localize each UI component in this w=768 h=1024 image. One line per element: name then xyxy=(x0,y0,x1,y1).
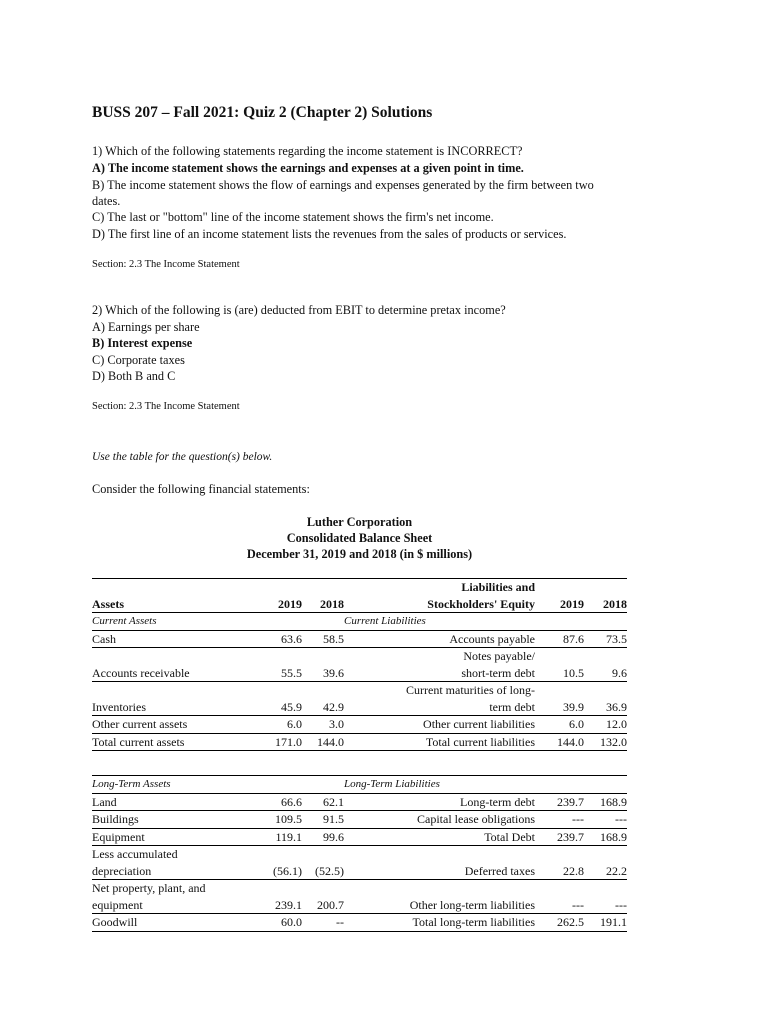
row-label: Equipment xyxy=(92,828,262,846)
cell-value: --- xyxy=(535,811,584,829)
cell-value: 55.5 xyxy=(262,665,302,682)
current-assets-label: Current Assets xyxy=(92,613,262,631)
row-label: Inventories xyxy=(92,699,262,716)
question-1-text: 1) Which of the following statements regarding the income statement is INCORRECT? xyxy=(92,144,523,158)
row-label: depreciation xyxy=(92,863,262,880)
cell-value: 191.1 xyxy=(584,914,627,932)
question-1-option-c: C) The last or "bottom" line of the income statement shows the firm's net income. xyxy=(92,210,494,224)
cell-value: 168.9 xyxy=(584,828,627,846)
cell-value: 73.5 xyxy=(584,630,627,648)
table-title-company: Luther Corporation xyxy=(306,515,413,529)
row-label: Long-term debt xyxy=(344,793,535,811)
cell-value: 144.0 xyxy=(302,733,344,751)
header-2019: 2019 xyxy=(262,596,302,613)
cell-value: 132.0 xyxy=(584,733,627,751)
page-title: BUSS 207 – Fall 2021: Quiz 2 (Chapter 2) Solutions xyxy=(92,104,433,121)
table-row xyxy=(92,630,627,648)
cell-value: 6.0 xyxy=(262,716,302,734)
consider-text: Consider the following financial statements: xyxy=(92,482,310,496)
cell-value: 262.5 xyxy=(535,914,584,932)
row-label: Buildings xyxy=(92,811,262,829)
header-2018: 2018 xyxy=(584,596,627,613)
table-header-row xyxy=(92,579,627,596)
cell-value: 200.7 xyxy=(302,897,344,914)
question-2-section: Section: 2.3 The Income Statement xyxy=(92,401,240,412)
cell-value: 60.0 xyxy=(262,914,302,932)
cell-value: 39.6 xyxy=(302,665,344,682)
question-2-option-a: A) Earnings per share xyxy=(92,320,200,334)
cell-value: 87.6 xyxy=(535,630,584,648)
cell-value: 39.9 xyxy=(535,699,584,716)
table-spacer xyxy=(92,751,627,776)
row-label: Total long-term liabilities xyxy=(344,914,535,932)
question-1-option-b: B) The income statement shows the flow of earnings and expenses generated by the firm between two xyxy=(92,178,594,192)
cell-value: 42.9 xyxy=(302,699,344,716)
row-label: Accounts receivable xyxy=(92,665,262,682)
cell-value: (52.5) xyxy=(302,863,344,880)
header-assets: Assets xyxy=(92,596,262,613)
cell-value: 171.0 xyxy=(262,733,302,751)
row-label: Accounts payable xyxy=(344,630,535,648)
row-label: Other current assets xyxy=(92,716,262,734)
cell-value: 45.9 xyxy=(262,699,302,716)
cell-value: 22.2 xyxy=(584,863,627,880)
table-total-row xyxy=(92,733,627,751)
cell-value: --- xyxy=(584,811,627,829)
table-row xyxy=(92,863,627,880)
row-label: equipment xyxy=(92,897,262,914)
table-title-statement: Consolidated Balance Sheet xyxy=(286,531,433,545)
row-label: Total current liabilities xyxy=(344,733,535,751)
cell-value: 168.9 xyxy=(584,793,627,811)
table-row xyxy=(92,699,627,716)
cell-value: 10.5 xyxy=(535,665,584,682)
table-row xyxy=(92,897,627,914)
table-title-date: December 31, 2019 and 2018 (in $ millions) xyxy=(246,547,473,561)
cell-value: 119.1 xyxy=(262,828,302,846)
cell-value: 239.1 xyxy=(262,897,302,914)
table-row xyxy=(92,716,627,734)
long-term-liabilities-label: Long-Term Liabilities xyxy=(344,776,535,794)
table-row xyxy=(92,793,627,811)
cell-value: 109.5 xyxy=(262,811,302,829)
question-2-answer-b: B) Interest expense xyxy=(92,336,193,350)
cell-value: 239.7 xyxy=(535,793,584,811)
question-1-option-d: D) The first line of an income statement lists the revenues from the sales of products or services. xyxy=(92,227,567,241)
cell-value: (56.1) xyxy=(262,863,302,880)
table-row xyxy=(92,682,627,699)
table-row xyxy=(92,880,627,897)
row-label: Less accumulated xyxy=(92,847,178,861)
long-term-assets-label: Long-Term Assets xyxy=(92,776,262,794)
header-liabilities-1: Liabilities and xyxy=(344,579,535,596)
cell-value: 12.0 xyxy=(584,716,627,734)
question-1-option-b-cont: dates. xyxy=(92,194,121,208)
header-2019: 2019 xyxy=(535,596,584,613)
cell-value: 62.1 xyxy=(302,793,344,811)
row-label: Deferred taxes xyxy=(344,863,535,880)
table-row xyxy=(92,828,627,846)
table-row xyxy=(92,846,627,863)
cell-value: 144.0 xyxy=(535,733,584,751)
row-label: Notes payable/ xyxy=(463,649,535,663)
row-label: term debt xyxy=(344,699,535,716)
cell-value: --- xyxy=(584,897,627,914)
cell-value: 9.6 xyxy=(584,665,627,682)
row-label: Current maturities of long- xyxy=(406,683,535,697)
row-label: Total Debt xyxy=(344,828,535,846)
cell-value: 36.9 xyxy=(584,699,627,716)
cell-value: 6.0 xyxy=(535,716,584,734)
cell-value: 99.6 xyxy=(302,828,344,846)
table-row xyxy=(92,665,627,682)
row-label: Other current liabilities xyxy=(344,716,535,734)
question-2-option-c: C) Corporate taxes xyxy=(92,353,185,367)
cell-value: 58.5 xyxy=(302,630,344,648)
row-label: Goodwill xyxy=(92,914,262,932)
row-label: Cash xyxy=(92,630,262,648)
table-instruction: Use the table for the question(s) below. xyxy=(92,451,273,463)
cell-value: 91.5 xyxy=(302,811,344,829)
row-label: Land xyxy=(92,793,262,811)
row-label: Capital lease obligations xyxy=(344,811,535,829)
table-row xyxy=(92,914,627,932)
cell-value: 22.8 xyxy=(535,863,584,880)
table-header-row xyxy=(92,596,627,613)
cell-value: -- xyxy=(302,914,344,932)
question-2-text: 2) Which of the following is (are) deducted from EBIT to determine pretax income? xyxy=(92,303,506,317)
cell-value: 63.6 xyxy=(262,630,302,648)
cell-value: 3.0 xyxy=(302,716,344,734)
section-row xyxy=(92,613,627,631)
row-label: Other long-term liabilities xyxy=(344,897,535,914)
cell-value: 239.7 xyxy=(535,828,584,846)
header-liabilities-2: Stockholders' Equity xyxy=(344,596,535,613)
question-2-option-d: D) Both B and C xyxy=(92,369,176,383)
cell-value: 66.6 xyxy=(262,793,302,811)
row-label: short-term debt xyxy=(344,665,535,682)
current-liabilities-label: Current Liabilities xyxy=(344,613,535,631)
table-row xyxy=(92,648,627,665)
row-label: Total current assets xyxy=(92,733,262,751)
header-2018: 2018 xyxy=(302,596,344,613)
cell-value: --- xyxy=(535,897,584,914)
question-1-section: Section: 2.3 The Income Statement xyxy=(92,259,240,270)
table-row xyxy=(92,811,627,829)
balance-sheet-table xyxy=(92,578,627,932)
row-label: Net property, plant, and xyxy=(92,881,206,895)
question-1-answer-a: A) The income statement shows the earnings and expenses at a given point in time. xyxy=(92,161,524,175)
section-row xyxy=(92,776,627,794)
